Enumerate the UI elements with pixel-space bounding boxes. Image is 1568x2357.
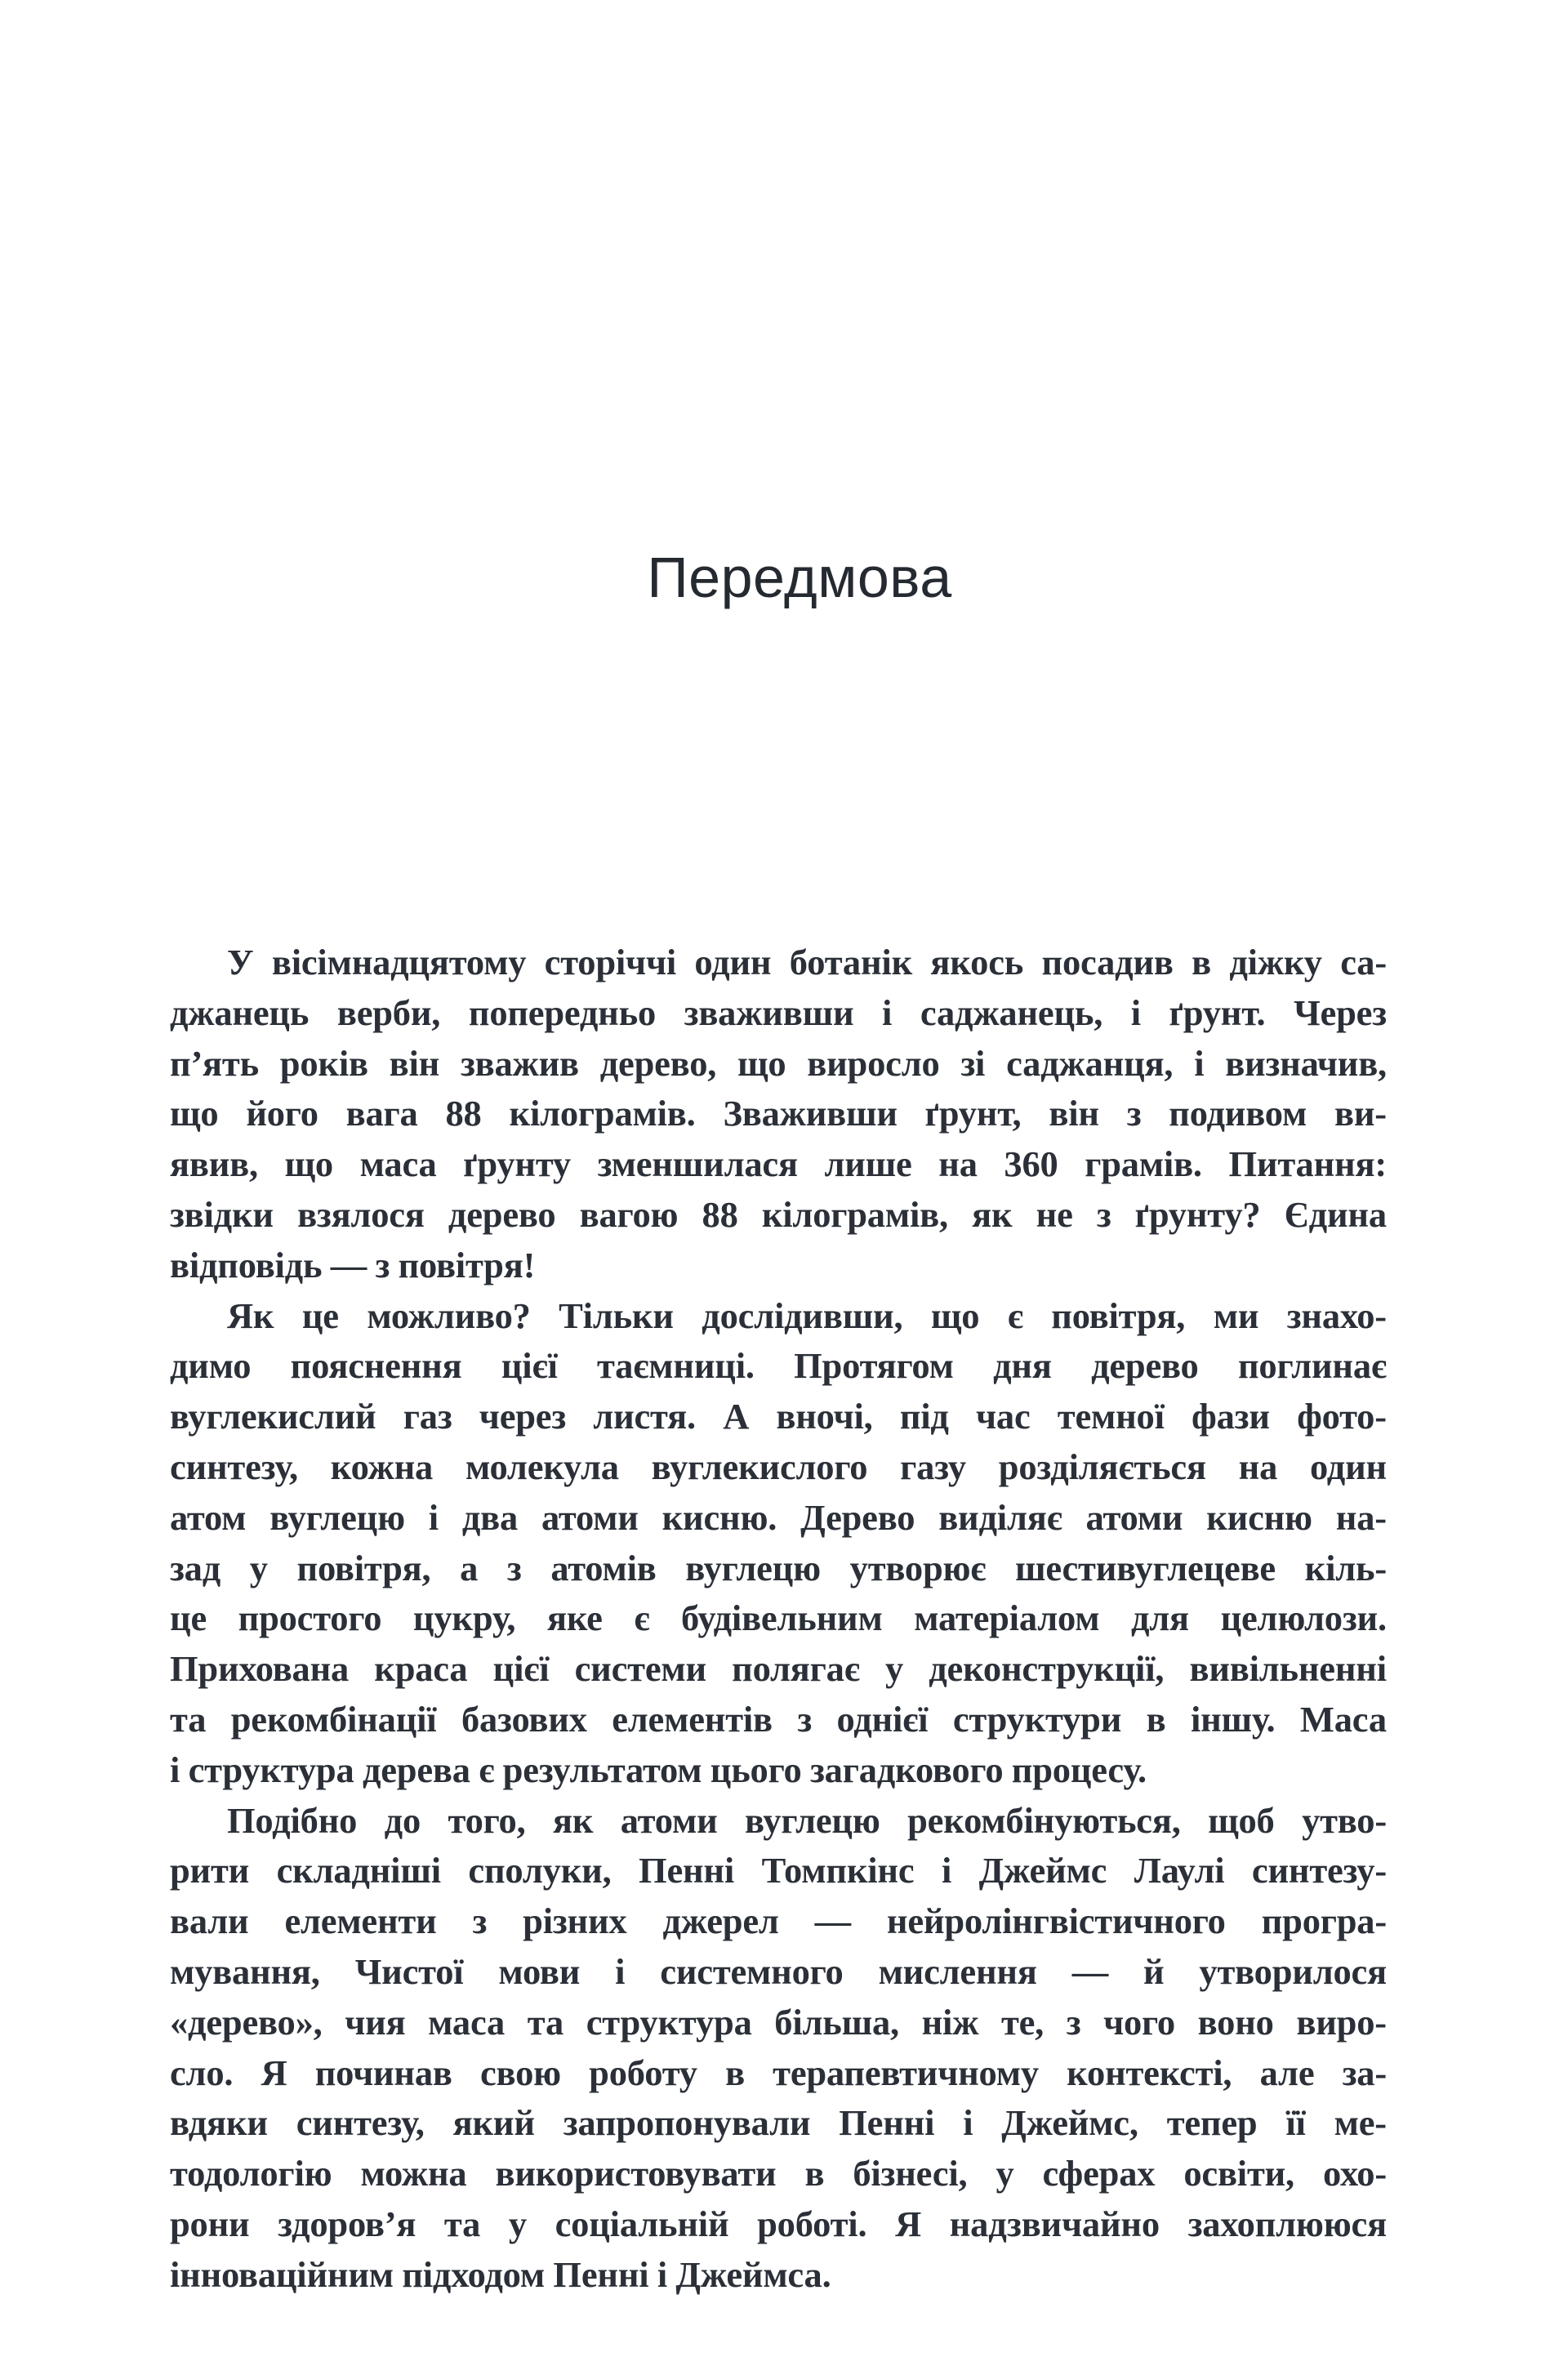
text-word: шестивуглецеве [1015,1547,1276,1588]
text-word: розділяється [998,1446,1206,1487]
text-word: Питання: [1228,1143,1387,1185]
text-word: сторіччі [544,942,676,982]
text-word: охо- [1323,2153,1387,2194]
text-line [170,1392,1387,1442]
text-word: надзвичайно [949,2203,1160,2244]
text-line [170,1089,1387,1139]
text-line [170,1947,1387,1998]
text-word: на- [1335,1496,1387,1538]
text-word: маса [428,2001,506,2043]
text-word: 88 [702,1193,738,1235]
text-word: і [428,1496,439,1538]
text-word: зі [960,1042,986,1084]
text-line [170,1190,1387,1241]
text-word: можна [360,2153,467,2194]
text-word: димо [170,1345,252,1387]
text-word: ви- [1334,1093,1387,1134]
text-word: дерево [1091,1345,1199,1387]
text-word: фото- [1297,1396,1387,1437]
text-word: цієї [492,1648,550,1690]
paragraph-1 [170,938,1387,1291]
text-word: елементів [612,1698,773,1740]
text-word: свою [479,2052,561,2093]
text-word: і [1130,991,1141,1033]
text-word: атомів [550,1547,657,1588]
text-word: синтезу, [170,1446,298,1487]
text-word: захоплююся [1187,2203,1387,2244]
text-word: сферах [1042,2153,1156,2194]
text-word: базових [461,1698,587,1740]
text-word: атоми [620,1799,718,1841]
text-word: вуглекислий [170,1396,376,1437]
text-word: з [1066,2001,1081,2043]
text-word: вуглецю [744,1799,880,1841]
text-word: ніж [921,2001,979,2043]
text-word: чого [1103,2001,1175,2043]
text-word: і [1194,1042,1205,1084]
text-word: саджанця, [1006,1042,1174,1084]
text-word: запропонували [563,2102,811,2144]
text-word: можливо? [367,1294,531,1336]
text-line [170,1544,1387,1594]
text-word: складніші [276,1850,441,1891]
text-word: вночі, [776,1396,873,1437]
text-word: що [284,1143,333,1185]
text-word: звідки [170,1193,274,1235]
text-word: Я [895,2203,922,2244]
text-word: один [694,942,772,982]
text-word: газу [900,1446,966,1487]
text-word: не [1036,1193,1073,1235]
text-word: Через [1294,991,1387,1033]
text-word: більша, [774,2001,899,2043]
text-word: Томпкінс [761,1850,915,1891]
text-word: джанець [170,991,310,1033]
text-word: і [882,991,893,1033]
text-word: рекомбінації [230,1698,437,1740]
text-line [170,1846,1387,1896]
text-word: в [1146,1698,1166,1740]
paragraph-3 [170,1796,1387,2301]
text-word: Чистої [354,1950,464,1992]
text-word: листя. [593,1396,696,1437]
text-line [170,1695,1387,1745]
text-word: Джеймс [978,1850,1107,1891]
text-word: є [1007,1294,1023,1336]
text-word: вуглецю [685,1547,821,1588]
text-word: мування, [170,1950,320,1992]
text-word: цукру, [412,1597,516,1639]
text-line [170,2149,1387,2199]
text-line [170,1039,1387,1089]
text-word: ботанік [789,942,913,982]
text-word: починав [314,2052,452,2093]
text-word: вагою [579,1193,679,1235]
text-line: відповідь — з повітря! [170,1244,536,1285]
text-word: сполуки, [468,1850,612,1891]
text-word: Маса [1299,1698,1387,1740]
text-word: А [723,1396,750,1437]
text-word: посадив [1041,942,1174,982]
text-word: соціальній [555,2203,729,2244]
text-word: знахо- [1286,1294,1387,1336]
text-word: в [725,2052,745,2093]
text-line [170,1796,1387,1847]
text-line [170,1896,1387,1947]
text-word: чия [345,2001,406,2043]
text-word: ґрунт. [1169,991,1266,1033]
text-word: матеріалом [914,1597,1100,1639]
text-word: кисню. [662,1496,777,1538]
text-word: Як [227,1294,274,1336]
text-word: якось [930,942,1024,982]
text-word: молекула [465,1446,619,1487]
text-line [170,1998,1387,2048]
text-word: атоми [541,1496,639,1538]
text-word: мислення [878,1950,1037,1992]
text-line [170,2199,1387,2250]
paragraph-2 [170,1291,1387,1796]
text-word: Єдина [1284,1193,1387,1235]
text-word: мови [498,1950,581,1992]
text-word: для [1130,1597,1189,1639]
text-word: рити [170,1850,250,1891]
text-word: будівельним [681,1597,883,1639]
text-word: ми [1213,1294,1259,1336]
text-line [170,2098,1387,2149]
text-word: і [963,2102,973,2144]
text-line [170,1442,1387,1493]
text-word: програ- [1261,1900,1387,1942]
text-word: пояснення [290,1345,462,1387]
text-word: утворилося [1199,1950,1387,1992]
text-word: атом [170,1496,247,1538]
text-word: таємниці. [596,1345,755,1387]
text-word: лише [824,1143,912,1185]
text-word: поглинає [1237,1345,1387,1387]
text-word: діжку [1229,942,1322,982]
text-word: рони [170,2203,250,2244]
text-word: системи [574,1648,706,1690]
text-line: і структура дерева є результатом цього загадкового процесу. [170,1749,1147,1790]
text-word: грамів. [1085,1143,1202,1185]
text-word: через [479,1396,567,1437]
text-word: дерево, [599,1042,717,1084]
text-word: терапевтичному [773,2052,1039,2093]
text-word: з [506,1547,522,1588]
text-word: У [227,942,254,982]
text-word: визначив, [1225,1042,1387,1084]
text-word: виро- [1296,2001,1387,2043]
text-word: зад [170,1547,221,1588]
text-line [170,1291,1387,1342]
text-word: деконструкції, [929,1648,1165,1690]
text-word: темної [1057,1396,1165,1437]
text-word: та [527,2001,564,2043]
text-word: різних [523,1900,627,1942]
text-word: полягає [732,1648,860,1690]
text-word: Зваживши [723,1093,898,1134]
text-word: в [804,2153,825,2194]
text-word: іншу. [1190,1698,1276,1740]
text-word: з [1126,1093,1142,1134]
text-word: п’ять [170,1042,259,1084]
text-word: Пенні [639,1850,735,1891]
text-word: зваживши [684,991,854,1033]
text-word: 88 [445,1093,482,1134]
text-word: роботу [589,2052,697,2093]
text-word: целюлози. [1220,1597,1387,1639]
text-line [170,1593,1387,1644]
text-word: тодологію [170,2153,332,2194]
text-word: він [389,1042,440,1084]
text-word: що [170,1093,219,1134]
text-word: та [443,2203,481,2244]
text-word: що [930,1294,980,1336]
text-word: і [615,1950,626,1992]
text-word: і [941,1850,952,1891]
text-word: вуглекислого [651,1446,868,1487]
text-word: з [1096,1193,1111,1235]
text-word: газ [403,1396,452,1437]
text-word: синтезу, [296,2102,425,2144]
text-word: дослідивши, [702,1294,903,1336]
text-word: використовувати [495,2153,777,2194]
text-word: кілограмів. [509,1093,696,1134]
text-word: вуглецю [270,1496,405,1538]
text-line [170,1341,1387,1392]
text-word: дерево [448,1193,556,1235]
text-word: за- [1342,2052,1387,2093]
text-word: те, [1000,2001,1045,2043]
text-word: час [976,1396,1031,1437]
text-word: два [461,1496,519,1538]
text-word: кілограмів, [761,1193,948,1235]
text-word: — [814,1900,851,1942]
text-word: Я [261,2052,287,2093]
text-word: атоми [1085,1496,1183,1538]
text-word: контексті, [1067,2052,1232,2093]
text-word: вдяки [170,2102,268,2144]
text-word: воно [1197,2001,1274,2043]
text-word: його [246,1093,318,1134]
text-word: вага [345,1093,418,1134]
text-word: здоров’я [278,2203,416,2244]
text-line: інноваційним підходом Пенні і Джеймса. [170,2253,831,2295]
text-word: — [1071,1950,1109,1992]
text-word: верби, [336,991,441,1033]
text-word: ґрунту [463,1143,571,1185]
text-word: зважив [460,1042,579,1084]
text-word: один [1309,1446,1387,1487]
text-word: попередньо [468,991,657,1033]
text-word: в [1192,942,1211,982]
text-word: простого [238,1597,382,1639]
text-word: з [472,1900,488,1942]
text-word: повітря, [296,1547,431,1588]
text-word: роботі. [757,2203,867,2244]
page-title: Передмова [647,545,952,609]
text-word: ґрунту? [1134,1193,1261,1235]
text-word: ґрунт, [924,1093,1022,1134]
text-word: її [1285,2102,1306,2144]
text-word: вали [170,1900,249,1942]
text-line [170,2048,1387,2099]
text-word: ме- [1334,2102,1387,2144]
text-line [170,1644,1387,1695]
text-word: взялося [297,1193,425,1235]
text-word: того, [448,1799,526,1841]
text-word: у [884,1648,904,1690]
text-word: Джеймс, [1001,2102,1138,2144]
text-line [170,1139,1387,1190]
text-word: але [1259,2052,1315,2093]
text-word: у [249,1547,268,1588]
text-word: та [170,1698,207,1740]
text-word: цієї [501,1345,558,1387]
text-word: утво- [1302,1799,1387,1841]
text-word: Дерево [800,1496,915,1538]
text-word: утворює [849,1547,987,1588]
text-word: нейролінгвістичного [886,1900,1226,1942]
text-word: явив, [170,1143,258,1185]
text-word: структури [952,1698,1122,1740]
text-word: років [279,1042,368,1084]
text-word: Прихована [170,1648,350,1690]
text-word: подивом [1169,1093,1307,1134]
text-word: що [737,1042,786,1084]
text-word: са- [1340,942,1387,982]
text-word: фази [1192,1396,1270,1437]
text-word: як [972,1193,1013,1235]
text-word: рекомбінуються, [907,1799,1181,1841]
text-word: кожна [330,1446,434,1487]
text-word: у [508,2203,527,2244]
text-word: з [797,1698,812,1740]
text-word: це [170,1597,207,1639]
text-word: виділяє [938,1496,1062,1538]
text-word: під [899,1396,949,1437]
text-word: до [384,1799,421,1841]
text-word: повітря, [1051,1294,1186,1336]
text-word: щоб [1208,1799,1275,1841]
text-word: вивільненні [1189,1648,1387,1690]
text-word: зменшилася [597,1143,798,1185]
text-word: освіти, [1183,2153,1294,2194]
text-word: системного [660,1950,844,1992]
text-word: це [301,1294,339,1336]
body-text-block [170,938,1387,2301]
text-word: джерел [662,1900,779,1942]
text-word: а [460,1547,479,1588]
text-line [170,1493,1387,1544]
text-word: маса [359,1143,437,1185]
text-word: яке [546,1597,603,1639]
text-word: бізнесі, [853,2153,968,2194]
text-word: Пенні [839,2102,935,2144]
text-word: вісімнадцятому [271,942,527,982]
text-word: однієї [836,1698,929,1740]
text-word: є [634,1597,650,1639]
text-word: «дерево», [170,2001,323,2043]
text-word: на [1238,1446,1278,1487]
text-word: кисню [1206,1496,1312,1538]
text-word: саджанець, [920,991,1103,1033]
text-word: структура [586,2001,752,2043]
text-word: елементи [284,1900,437,1942]
text-word: на [938,1143,978,1185]
text-word: виросло [807,1042,940,1084]
text-word: тепер [1166,2102,1258,2144]
text-word: 360 [1004,1143,1058,1185]
text-word: як [552,1799,594,1841]
text-word: який [452,2102,535,2144]
text-line [170,938,1387,988]
text-word: Протягом [794,1345,954,1387]
text-word: Подібно [227,1799,358,1841]
text-word: Тільки [559,1294,674,1336]
text-word: сло. [170,2052,234,2093]
text-word: синтезу- [1251,1850,1387,1891]
text-word: краса [374,1648,468,1690]
text-word: кіль- [1304,1547,1387,1588]
text-word: у [996,2153,1014,2194]
text-word: Лаулі [1134,1850,1225,1891]
text-word: дня [993,1345,1052,1387]
text-word: й [1143,1950,1165,1992]
text-line [170,988,1387,1039]
text-word: він [1049,1093,1099,1134]
